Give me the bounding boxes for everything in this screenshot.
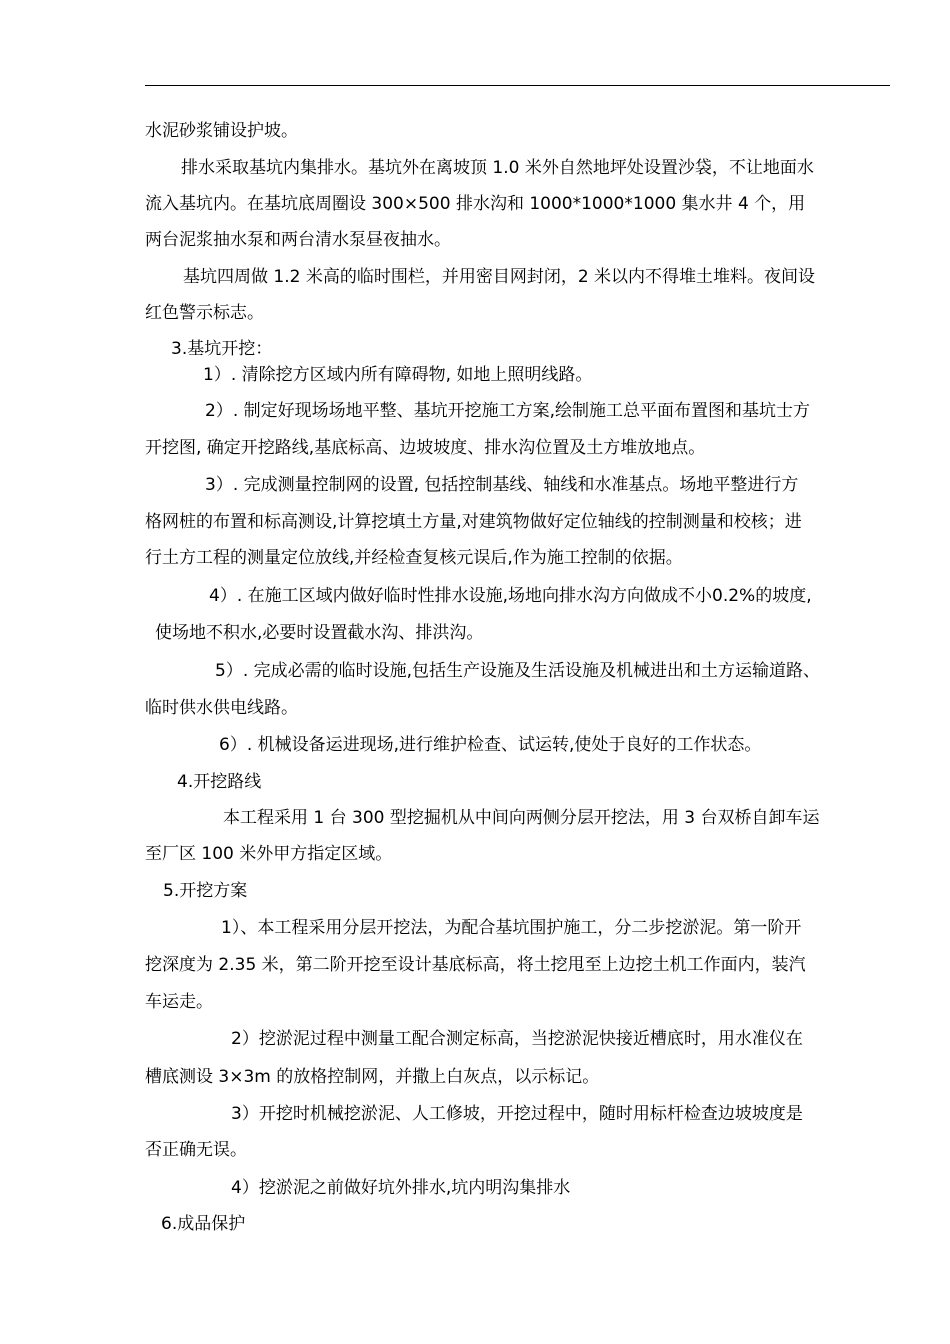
list-item: 4）. 在施工区域内做好临时性排水设施,场地向排水沟方向做成不小0.2%的坡度, bbox=[209, 586, 812, 606]
paragraph-line: 否正确无误。 bbox=[145, 1140, 247, 1160]
list-item: 2）. 制定好现场场地平整、基坑开挖施工方案,绘制施工总平面布置图和基坑士方 bbox=[205, 401, 811, 421]
paragraph-line: 两台泥浆抽水泵和两台清水泵昼夜抽水。 bbox=[145, 230, 451, 250]
list-item: 2）挖淤泥过程中测量工配合测定标高，当挖淤泥快接近槽底时，用水准仪在 bbox=[231, 1029, 803, 1049]
header-rule bbox=[145, 85, 890, 86]
paragraph-line: 水泥砂浆铺设护坡。 bbox=[145, 121, 298, 141]
list-item: 4）挖淤泥之前做好坑外排水,坑内明沟集排水 bbox=[231, 1178, 571, 1198]
list-item: 3）. 完成测量控制网的设置, 包括控制基线、轴线和水准基点。场地平整进行方 bbox=[205, 475, 799, 495]
section-heading: 6.成品保护 bbox=[161, 1214, 246, 1234]
list-item: 3）开挖时机械挖淤泥、人工修坡，开挖过程中，随时用标杆检查边坡坡度是 bbox=[231, 1104, 803, 1124]
paragraph-line: 使场地不积水,必要时设置截水沟、排洪沟。 bbox=[155, 623, 484, 643]
paragraph-line: 槽底测设 3×3m 的放格控制网，并撒上白灰点，以示标记。 bbox=[145, 1067, 600, 1087]
paragraph-line: 临时供水供电线路。 bbox=[145, 698, 298, 718]
paragraph-line: 格网桩的布置和标高测设,计算挖填土方量,对建筑物做好定位轴线的控制测量和校核；进 bbox=[145, 512, 802, 532]
list-item: 1）. 清除挖方区域内所有障碍物, 如地上照明线路。 bbox=[203, 365, 593, 385]
section-heading: 5.开挖方案 bbox=[163, 881, 248, 901]
paragraph-line: 车运走。 bbox=[145, 992, 213, 1012]
paragraph-line: 排水采取基坑内集排水。基坑外在离坡顶 1.0 米外自然地坪处设置沙袋，不让地面水 bbox=[181, 158, 814, 178]
list-item: 5）. 完成必需的临时设施,包括生产设施及生活设施及机械进出和土方运输道路、 bbox=[215, 661, 821, 681]
paragraph-line: 开挖图, 确定开挖路线,基底标高、边坡坡度、排水沟位置及土方堆放地点。 bbox=[145, 438, 706, 458]
paragraph-line: 流入基坑内。在基坑底周圈设 300×500 排水沟和 1000*1000*1000 集水井 4 个，用 bbox=[145, 194, 806, 214]
paragraph-line: 行土方工程的测量定位放线,并经检查复核元误后,作为施工控制的依据。 bbox=[145, 548, 683, 568]
paragraph-line: 挖深度为 2.35 米，第二阶开挖至设计基底标高，将土挖甩至上边挖土机工作面内，装汽 bbox=[145, 955, 806, 975]
list-item: 1）、本工程采用分层开挖法，为配合基坑围护施工，分二步挖淤泥。第一阶开 bbox=[221, 918, 802, 938]
paragraph-line: 红色警示标志。 bbox=[145, 303, 264, 323]
paragraph-line: 至厂区 100 米外甲方指定区域。 bbox=[145, 844, 393, 864]
section-heading: 3.基坑开挖： bbox=[171, 339, 273, 359]
paragraph-line: 基坑四周做 1.2 米高的临时围栏，并用密目网封闭，2 米以内不得堆土堆料。夜间设 bbox=[183, 267, 816, 287]
paragraph-line: 本工程采用 1 台 300 型挖掘机从中间向两侧分层开挖法，用 3 台双桥自卸车运 bbox=[223, 808, 820, 828]
list-item: 6）. 机械设备运进现场,进行维护检查、试运转,使处于良好的工作状态。 bbox=[219, 735, 762, 755]
section-heading: 4.开挖路线 bbox=[177, 772, 262, 792]
